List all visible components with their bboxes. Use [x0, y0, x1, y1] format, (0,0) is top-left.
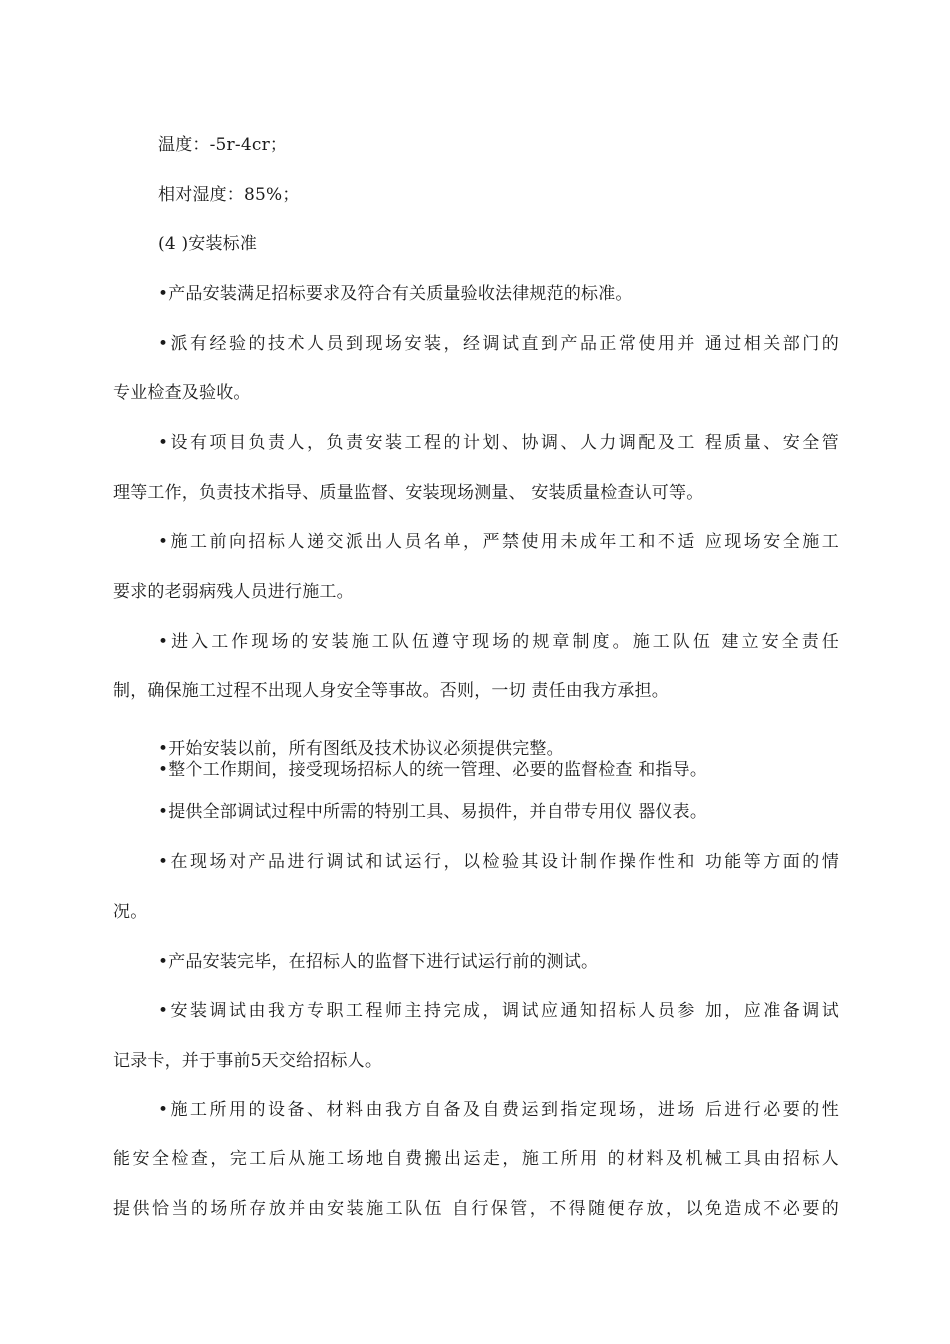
- paragraph-line: •产品安装完毕，在招标人的监督下进行试运行前的测试。: [158, 952, 599, 972]
- paragraph-line: •安装调试由我方专职工程师主持完成，调试应通知招标人员参 加，应准备调试: [158, 1001, 839, 1021]
- paragraph-line: •派有经验的技术人员到现场安装，经调试直到产品正常使用并 通过相关部门的: [158, 334, 839, 354]
- paragraph-line: •在现场对产品进行调试和试运行，以检验其设计制作操作性和 功能等方面的情: [158, 852, 839, 872]
- paragraph-line: •产品安装满足招标要求及符合有关质量验收法律规范的标准。: [158, 284, 633, 304]
- paragraph-line: •开始安装以前，所有图纸及技术协议必须提供完整。: [158, 739, 564, 759]
- paragraph-line: •提供全部调试过程中所需的特别工具、易损件，并自带专用仪 器仪表。: [158, 802, 708, 822]
- temperature-line: 温度：-5r-4cr；: [158, 135, 288, 155]
- humidity-line: 相对湿度：85%；: [158, 185, 300, 205]
- paragraph-line: 理等工作，负责技术指导、质量监督、安装现场测量、 安装质量检查认可等。: [113, 483, 704, 503]
- paragraph-line: •施工前向招标人递交派出人员名单，严禁使用未成年工和不适 应现场安全施工: [158, 532, 839, 552]
- paragraph-line: •设有项目负责人，负责安装工程的计划、协调、人力调配及工 程质量、安全管: [158, 433, 839, 453]
- paragraph-line: 提供恰当的场所存放并由安装施工队伍 自行保管，不得随便存放，以免造成不必要的: [113, 1199, 839, 1219]
- paragraph-line: •进入工作现场的安装施工队伍遵守现场的规章制度。施工队伍 建立安全责任: [158, 632, 839, 652]
- section-heading: (4 )安装标准: [158, 234, 258, 254]
- paragraph-line: 专业检查及验收。: [113, 383, 251, 403]
- paragraph-line: •整个工作期间，接受现场招标人的统一管理、必要的监督检查 和指导。: [158, 760, 708, 780]
- paragraph-line: •施工所用的设备、材料由我方自备及自费运到指定现场，进场 后进行必要的性: [158, 1100, 839, 1120]
- paragraph-line: 记录卡，并于事前5天交给招标人。: [113, 1051, 383, 1071]
- paragraph-line: 要求的老弱病残人员进行施工。: [113, 582, 354, 602]
- paragraph-line: 能安全检查，完工后从施工场地自费搬出运走，施工所用 的材料及机械工具由招标人: [113, 1149, 839, 1169]
- paragraph-line: 制，确保施工过程不出现人身安全等事故。否则，一切 责任由我方承担。: [113, 681, 670, 701]
- paragraph-line: 况。: [113, 902, 148, 922]
